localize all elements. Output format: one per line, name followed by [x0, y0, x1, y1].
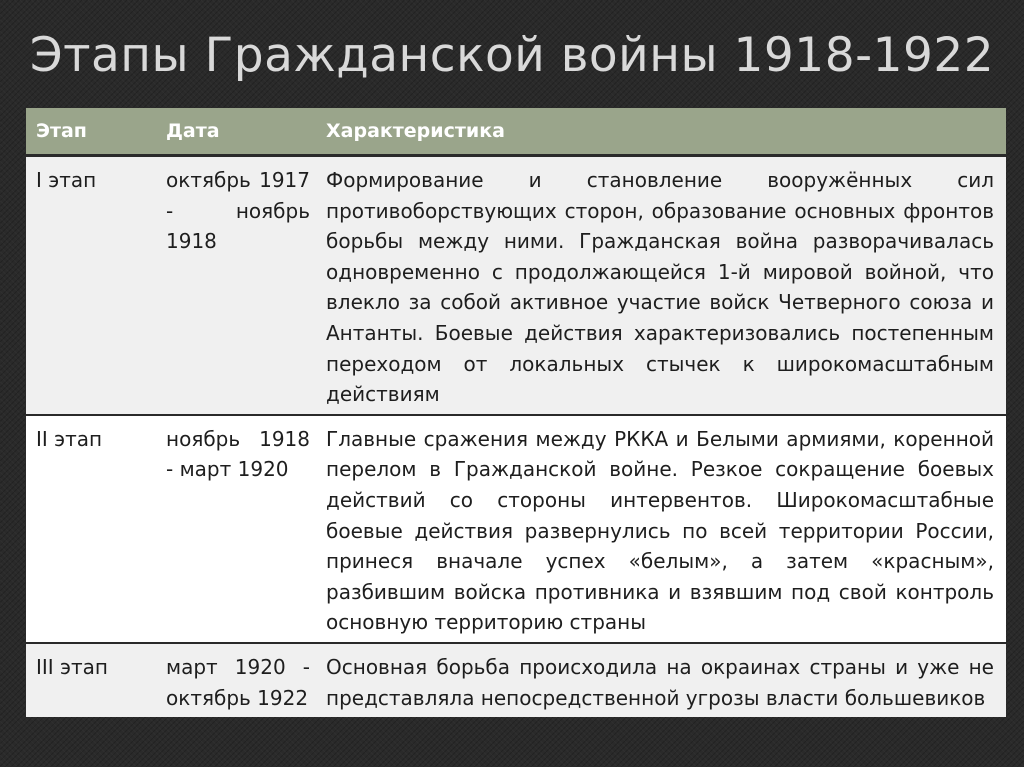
- table-row: [26, 415, 1006, 643]
- table-row: [26, 643, 1006, 717]
- cell-description: Главные сражения между РККА и Белыми армиями, коренной перелом в Гражданской войне. Резкое сокращение боевых действий со стороны интервентов. Широкомасштабные боевые действия развернулись по всей территории России, принеся вначале успех «белым», а затем «красным», разбившим войска противника и взявшим под свой контроль основную территорию страны: [316, 415, 1006, 643]
- header-stage: Этап: [26, 108, 156, 156]
- stages-table: [26, 108, 1006, 767]
- cell-description: Основная борьба происходила на окраинах страны и уже не представляла непосредственной угрозы власти большевиков: [316, 643, 1006, 717]
- header-date: Дата: [156, 108, 316, 156]
- table-row: [26, 156, 1006, 415]
- cell-date: март 1920 - октябрь 1922: [156, 643, 316, 717]
- header-description: Характеристика: [316, 108, 1006, 156]
- stages-table-grid: [26, 108, 1006, 717]
- cell-description: Формирование и становление вооружённых сил противоборствующих сторон, образование основных фронтов борьбы между ними. Гражданская война разворачивалась одновременно с продолжающейся 1-й мировой войной, что влекло за собой активное участие войск Четверного союза и Антанты. Боевые действия характеризовались постепенным переходом от локальных стычек к широкомасштабным действиям: [316, 156, 1006, 415]
- cell-stage: I этап: [26, 156, 156, 415]
- cell-stage: II этап: [26, 415, 156, 643]
- cell-date: октябрь 1917 - ноябрь 1918: [156, 156, 316, 415]
- table-header-row: [26, 108, 1006, 156]
- cell-date: ноябрь 1918 - март 1920: [156, 415, 316, 643]
- cell-stage: III этап: [26, 643, 156, 717]
- slide-title: Этапы Гражданской войны 1918-1922: [29, 28, 995, 83]
